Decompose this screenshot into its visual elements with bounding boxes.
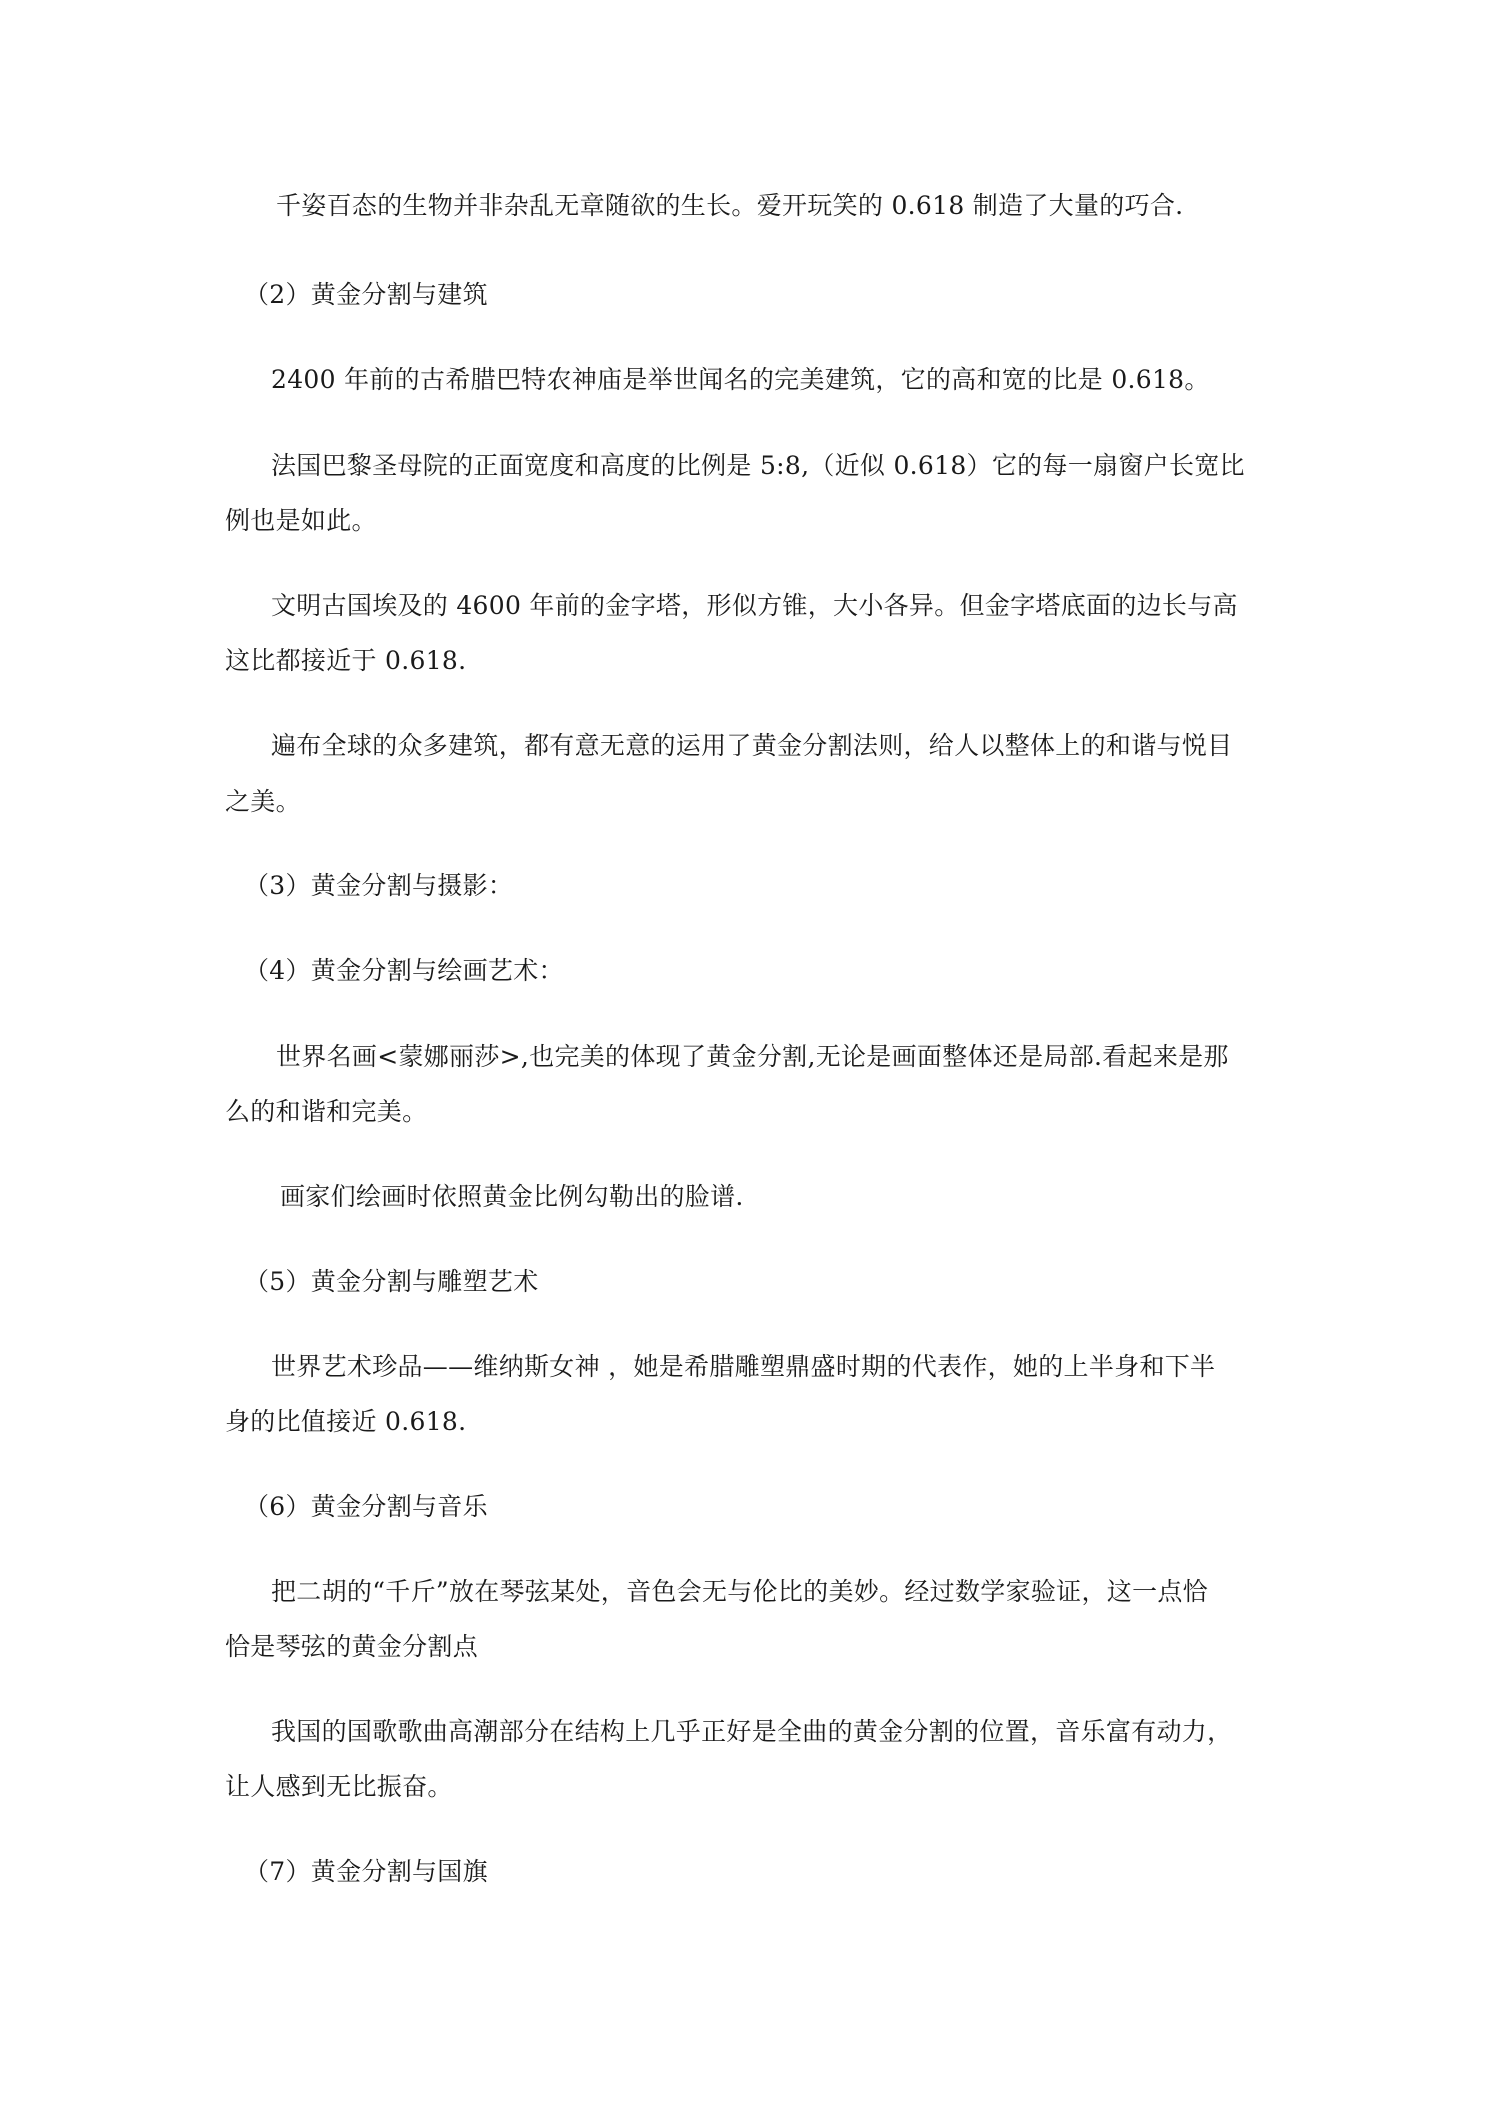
- section-heading: （2）黄金分割与建筑: [244, 280, 488, 309]
- paragraph-line: 么的和谐和完美。: [225, 1097, 428, 1126]
- paragraph-line: 文明古国埃及的 4600 年前的金字塔，形似方锥，大小各异。但金字塔底面的边长与高: [271, 591, 1238, 620]
- paragraph-line: 遍布全球的众多建筑，都有意无意的运用了黄金分割法则，给人以整体上的和谐与悦目: [271, 731, 1233, 760]
- paragraph-line: 恰是琴弦的黄金分割点: [225, 1632, 479, 1661]
- paragraph-line: 法国巴黎圣母院的正面宽度和高度的比例是 5:8,（近似 0.618）它的每一扇窗户长宽比: [271, 451, 1245, 480]
- paragraph-line: 世界名画<蒙娜丽莎>,也完美的体现了黄金分割,无论是画面整体还是局部.看起来是那: [276, 1042, 1229, 1071]
- paragraph-line: 例也是如此。: [225, 506, 377, 535]
- paragraph-line: 我国的国歌歌曲高潮部分在结构上几乎正好是全曲的黄金分割的位置，音乐富有动力，: [271, 1717, 1233, 1746]
- paragraph-line: 身的比值接近 0.618.: [225, 1407, 467, 1436]
- section-heading: （5）黄金分割与雕塑艺术: [244, 1267, 539, 1296]
- section-heading: （3）黄金分割与摄影：: [244, 871, 514, 900]
- paragraph-line: 世界艺术珍品——维纳斯女神 ，她是希腊雕塑鼎盛时期的代表作，她的上半身和下半: [271, 1352, 1216, 1381]
- section-heading: （6）黄金分割与音乐: [244, 1492, 488, 1521]
- paragraph-line: 这比都接近于 0.618.: [225, 646, 467, 675]
- paragraph-line: 画家们绘画时依照黄金比例勾勒出的脸谱.: [280, 1182, 744, 1211]
- paragraph-line: 千姿百态的生物并非杂乱无章随欲的生长。爱开玩笑的 0.618 制造了大量的巧合.: [276, 191, 1184, 220]
- section-heading: （7）黄金分割与国旗: [244, 1857, 488, 1886]
- paragraph-line: 2400 年前的古希腊巴特农神庙是举世闻名的完美建筑，它的高和宽的比是 0.618。: [271, 365, 1210, 394]
- paragraph-line: 把二胡的“千斤”放在琴弦某处，音色会无与伦比的美妙。经过数学家验证，这一点恰: [271, 1577, 1208, 1606]
- section-heading: （4）黄金分割与绘画艺术：: [244, 956, 564, 985]
- paragraph-line: 之美。: [225, 787, 301, 816]
- paragraph-line: 让人感到无比振奋。: [225, 1772, 453, 1801]
